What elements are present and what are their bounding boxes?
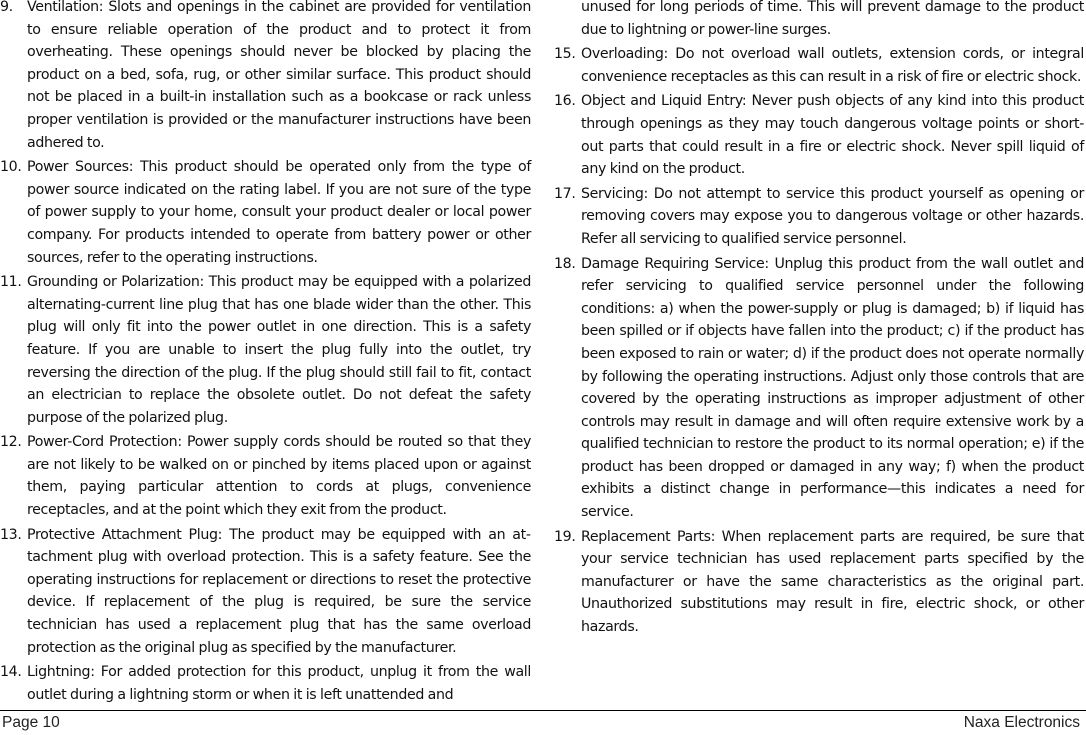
list-item bbox=[554, 90, 1084, 180]
footer-divider bbox=[0, 710, 1086, 711]
list-item bbox=[0, 271, 531, 429]
item-number: 19. bbox=[554, 528, 576, 545]
item-number: 17. bbox=[554, 185, 576, 202]
item-text: Power Sources: This product should be operated only from the type of power source indicated on the rating label. If you are not sure of the type of power supply to your home, consult your product dealer or local power company. For products intended to operate from battery power or other sources, refer to the operating instructions. bbox=[27, 159, 531, 266]
page-number: Page 10 bbox=[2, 714, 60, 731]
left-column bbox=[0, 0, 531, 708]
item-number: 9. bbox=[0, 0, 13, 15]
item-number: 10. bbox=[0, 159, 22, 176]
list-item bbox=[554, 253, 1084, 524]
item-text: Servicing: Do not attempt to service this product yourself as opening or removing covers may expose you to dangerous voltage or other hazards. Refer all servicing to qualified service personnel. bbox=[581, 185, 1084, 247]
item-number: 14. bbox=[0, 664, 22, 681]
list-item bbox=[0, 661, 531, 706]
item-text: Overloading: Do not overload wall outlets, extension cords, or integral convenience receptacles as this can result in a risk of fire or electric shock. bbox=[581, 46, 1084, 85]
item-text: Object and Liquid Entry: Never push objects of any kind into this product through openings as they may touch dangerous voltage points or short-out parts that could result in a fire or electric shock. Never spill liquid of any kind on the product. bbox=[581, 93, 1084, 178]
list-item bbox=[0, 0, 531, 154]
item-number: 15. bbox=[554, 46, 576, 63]
right-column bbox=[554, 0, 1084, 641]
list-item bbox=[0, 431, 531, 521]
list-item bbox=[0, 156, 531, 269]
list-item bbox=[554, 183, 1084, 251]
item-text: Damage Requiring Service: Unplug this product from the wall outlet and refer servicing to qualified service personnel under the following conditions: a) when the power-supply or plug is damaged; b) if liquid has been spilled or if objects have fallen into the product; c) if the product has been exposed to rain or water; d) if the product does not operate normally by following the operating instructions. Adjust only those controls that are covered by the operating instructions as improper adjustment of other controls may result in damage and will often require extensive work by a qualified technician to restore the product to its normal operation; e) if the product has been dropped or damaged in any way; f) when the product exhibits a distinct change in performance—this indicates a need for service. bbox=[581, 255, 1084, 521]
item-text: Lightning: For added protection for this product, unplug it from the wall outlet during a lightning storm or when it is left unattended and bbox=[27, 664, 531, 703]
item-number: 18. bbox=[554, 255, 576, 272]
item-text: Grounding or Polarization: This product may be equipped with a polarized alternating-current line plug that has one blade wider than the other. This plug will only fit into the power outlet in one direction. This is a safety feature. If you are unable to insert the plug fully into the outlet, try reversing the direction of the plug. If the plug should still fail to fit, contact an electrician to replace the obsolete outlet. Do not defeat the safety purpose of the polarized plug. bbox=[27, 274, 531, 426]
item-number: 11. bbox=[0, 274, 22, 291]
continued-text: unused for long periods of time. This will prevent damage to the product due to lightning or power-line surges. bbox=[581, 0, 1084, 38]
list-item bbox=[554, 43, 1084, 88]
item-text: Power-Cord Protection: Power supply cords should be routed so that they are not likely to be walked on or pinched by items placed upon or against them, paying particular attention to cords at plugs, convenience receptacles, and at the point which they exit from the product. bbox=[27, 434, 531, 519]
list-item bbox=[0, 524, 531, 660]
company-name: Naxa Electronics bbox=[963, 714, 1080, 731]
item-text: Protective Attachment Plug: The product may be equipped with an attachment plug with overload protection. This is a safety feature. See the operating instructions for replacement or directions to reset the protective device. If replacement of the plug is required, be sure the service technician has used a replacement plug that has the same overload protection as the original plug as specified by the manufacturer. bbox=[27, 526, 531, 656]
item-text: Ventilation: Slots and openings in the cabinet are provided for ventilation to ensure reliable operation of the product and to protect it from overheating. These openings should never be blocked by placing the product on a bed, sofa, rug, or other similar surface. This product should not be placed in a built-in installation such as a bookcase or rack unless proper ventilation is provided or the manufacturer instructions have been adhered to. bbox=[27, 0, 531, 151]
item-number: 13. bbox=[0, 526, 22, 543]
list-item bbox=[554, 526, 1084, 639]
item-number: 16. bbox=[554, 93, 576, 110]
item-text: Replacement Parts: When replacement parts are required, be sure that your service technician has used replacement parts specified by the manufacturer or have the same characteristics as the original part. Unauthorized substitutions may result in fire, electric shock, or other hazards. bbox=[581, 528, 1084, 636]
item-number: 12. bbox=[0, 434, 22, 451]
